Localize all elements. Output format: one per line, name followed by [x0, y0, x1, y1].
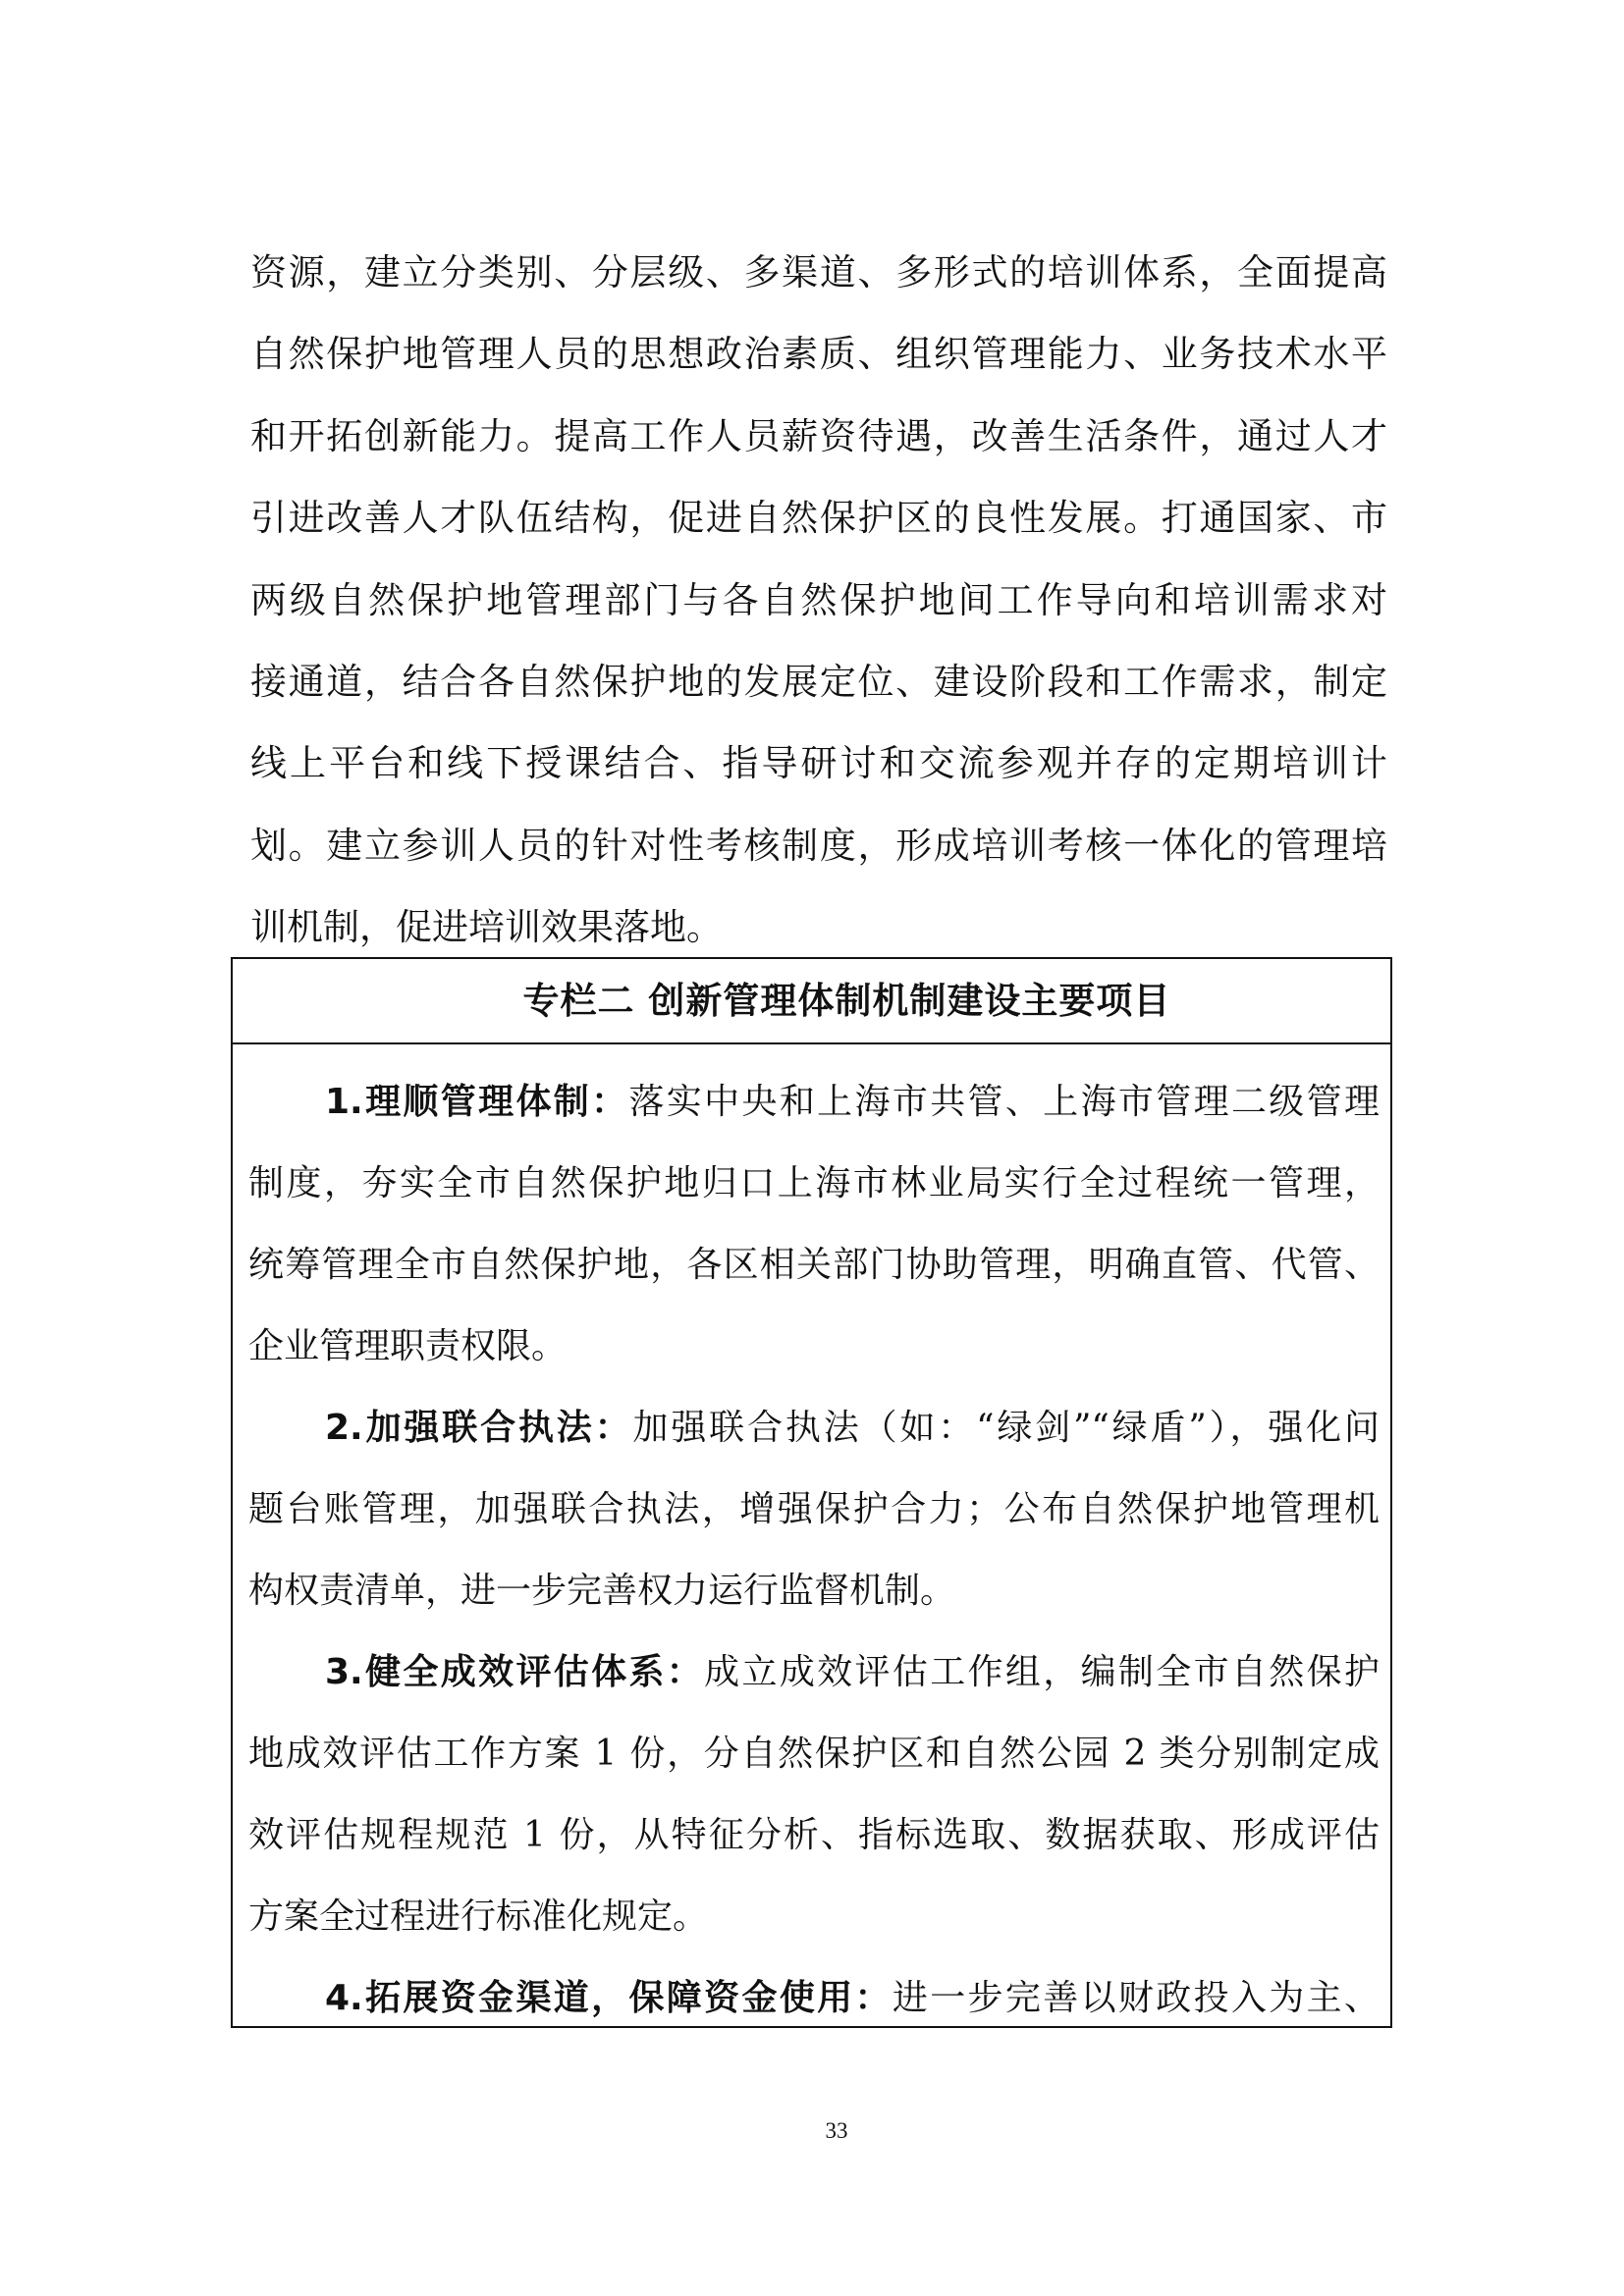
item-1-first-line: [248, 1061, 1380, 1143]
feature-box-table: [231, 957, 1392, 2028]
item-2-first-line: [248, 1387, 1380, 1468]
paragraph-line: 两级自然保护地管理部门与各自然保护地间工作导向和培训需求对: [250, 578, 1387, 621]
item-3-line: 方案全过程进行标准化规定。: [248, 1896, 709, 1937]
item-3-first-line: [248, 1631, 1380, 1713]
feature-box-title: 专栏二 创新管理体制机制建设主要项目: [522, 980, 1171, 1022]
paragraph-line: 和开拓创新能力。提高工作人员薪资待遇，改善生活条件，通过人才: [250, 414, 1387, 457]
feature-box-body: [248, 1061, 1380, 2039]
body-paragraph: [250, 232, 1387, 969]
item-2-heading: 2.加强联合执法：: [325, 1408, 633, 1448]
paragraph-line: 接通道，结合各自然保护地的发展定位、建设阶段和工作需求，制定: [250, 660, 1387, 703]
paragraph-line: 划。建立参训人员的针对性考核制度，形成培训考核一体化的管理培: [250, 824, 1387, 867]
item-3-heading: 3.健全成效评估体系：: [325, 1652, 705, 1692]
paragraph-line: 引进改善人才队伍结构，促进自然保护区的良性发展。打通国家、市: [250, 497, 1387, 540]
item-1-line: 统筹管理全市自然保护地，各区相关部门协助管理，明确直管、代管、: [248, 1245, 1380, 1285]
item-2-text: 加强联合执法（如：“绿剑”“绿盾”），强化问: [632, 1408, 1380, 1448]
item-2-line: 构权责清单，进一步完善权力运行监督机制。: [248, 1571, 956, 1611]
item-3-text: 成立成效评估工作组，编制全市自然保护: [704, 1652, 1380, 1692]
item-1-line: 企业管理职责权限。: [248, 1326, 568, 1366]
feature-box-header: [233, 959, 1390, 1044]
item-1-heading: 1.理顺管理体制：: [325, 1082, 629, 1122]
item-3-line: 效评估规程规范 1 份，从特征分析、指标选取、数据获取、形成评估: [248, 1815, 1380, 1855]
item-4-first-line: [248, 1957, 1380, 2039]
paragraph-line: 训机制，促进培训效果落地。: [250, 906, 723, 949]
item-1-text: 落实中央和上海市共管、上海市管理二级管理: [628, 1082, 1380, 1122]
page-number: 33: [825, 2118, 848, 2143]
item-4-heading: 4.拓展资金渠道，保障资金使用：: [325, 1978, 893, 2018]
paragraph-line: 资源，建立分类别、分层级、多渠道、多形式的培训体系，全面提高: [250, 251, 1387, 294]
item-3-line: 地成效评估工作方案 1 份，分自然保护区和自然公园 2 类分别制定成: [248, 1734, 1380, 1774]
item-1-line: 制度，夯实全市自然保护地归口上海市林业局实行全过程统一管理，: [248, 1163, 1380, 1203]
paragraph-line: 自然保护地管理人员的思想政治素质、组织管理能力、业务技术水平: [250, 333, 1387, 376]
item-4-text: 进一步完善以财政投入为主、: [892, 1978, 1380, 2018]
paragraph-line: 线上平台和线下授课结合、指导研讨和交流参观并存的定期培训计: [250, 742, 1387, 785]
item-2-line: 题台账管理，加强联合执法，增强保护合力；公布自然保护地管理机: [248, 1489, 1380, 1529]
